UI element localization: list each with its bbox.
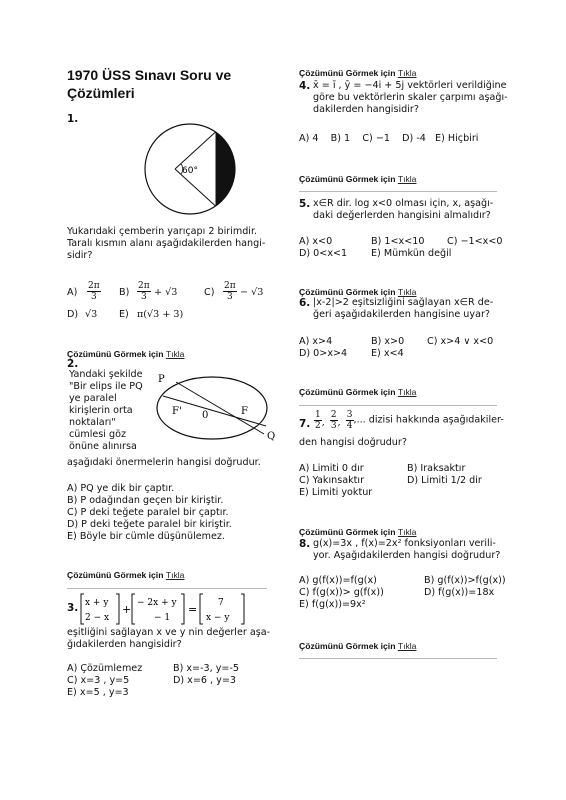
question-6-text: |x-2|>2 eşitsizliğini sağlayan x∈R de- ğeri aşağıdakilerden hangisine uyar? [313,297,494,320]
solution-link-2: Çözümünü Görmek için Tıkla [67,570,185,580]
question-2-text: aşağıdaki önermelerin hangisi doğrudur. [67,457,261,468]
seq-term-1: $\frac{1}{2}$ [315,410,321,431]
question-4-options: A) 4 B) 1 C) −1 D) -4 E) Hiçbiri [299,133,479,144]
seq-term-3: $\frac{3}{4}$ [346,410,353,431]
q1-opt-a-value: $\frac{2\pi}{3}$ [88,281,100,302]
divider [67,588,267,589]
solution-link[interactable]: Tıkla [397,527,417,537]
q3-option: B) x=-3, y=-5 [173,663,240,674]
solution-link[interactable]: Tıkla [397,68,417,78]
solution-link-1: Çözümünü Görmek için Tıkla [67,349,185,359]
solution-link-6: Çözümünü Görmek için Tıkla [299,387,417,397]
q8-option: E) f(g(x))=9x² [299,599,366,610]
question-6-number: 6. [299,297,311,309]
q3-option: C) x=3 , y=5 [67,675,130,686]
question-2-options [67,483,287,543]
question-7-text: den hangisi doğrudur? [299,437,407,448]
q1-opt-c-root: − √3 [240,287,264,298]
question-4-number: 4. [299,80,311,92]
divider [299,191,497,192]
seq-term-2: $\frac{2}{3}$ [330,410,337,431]
solution-link[interactable]: Tıkla [165,570,185,580]
q1-opt-e-value: π(√3 + 3) [137,309,184,320]
q7-text-inline: ,... dizisi hakkında aşağıdakiler- [353,414,504,426]
m3-top: 7 [218,598,224,608]
q2-option: C) P deki teğete paralel bir çaptır. [67,507,229,518]
q3-option: E) x=5 , y=3 [67,687,129,698]
q8-option: D) f(g(x))=18x [424,587,495,598]
q1-opt-b-label: B) [119,287,130,298]
solution-link[interactable]: Tıkla [397,287,417,297]
question-1-text: Yukarıdaki çemberin yarıçapı 2 birimdir. Taralı kısmın alanı aşağıdakilerden hangi- sidir? [67,226,266,261]
q8-option: B) g(f(x))>f(g(x)) [424,575,506,586]
m1-top: x + y [85,598,109,608]
page-title: 1970 ÜSS Sınavı Soru ve Çözümleri [67,67,232,101]
label-q: Q [267,431,276,442]
svg-text:+: + [122,603,132,616]
circle-diagram [143,118,239,218]
solution-link[interactable]: Tıkla [397,387,417,397]
q1-opt-b-root: + √3 [154,287,178,298]
solution-link[interactable]: Tıkla [165,349,185,359]
ellipse-diagram [148,368,278,444]
q1-opt-b-frac: $\frac{2\pi}{3}$ [138,281,150,302]
q2-option: A) PQ ye dik bir çaptır. [67,483,175,494]
q7-option: D) Limiti 1/2 dir [407,475,482,486]
solution-link-8: Çözümünü Görmek için Tıkla [299,641,417,651]
m3-bottom: x − y [206,613,230,623]
q5-option: D) 0<x<1 [299,248,348,259]
question-5-options [299,236,529,260]
question-1-number: 1. [67,113,79,125]
q6-option: D) 0>x>4 [299,348,348,359]
q2-option: E) Böyle bir cümle düşünülemez. [67,531,225,542]
label-p: P [158,374,165,385]
q8-option: A) g(f(x))=f(g(x) [299,575,377,586]
q1-opt-d-label: D) [67,309,79,320]
q1-opt-a-label: A) [67,287,78,298]
q1-opt-c-label: C) [204,287,215,298]
question-1-options [67,281,297,323]
q1-opt-c-frac: $\frac{2\pi}{3}$ [224,281,236,302]
solution-link[interactable]: Tıkla [397,174,417,184]
question-3-number: 3. [67,602,79,614]
solution-link-3: Çözümünü Görmek için Tıkla [299,68,417,78]
q6-option: B) x>0 [371,336,405,347]
question-3-options [67,663,287,699]
q6-option: A) x>4 [299,336,333,347]
solution-link-4: Çözümünü Görmek için Tıkla [299,174,417,184]
question-8-text: g(x)=3x , f(x)=2x² fonksiyonları verili- yor. Aşağıdakilerden hangisi doğrudur? [313,538,501,561]
q5-option: E) Mümkün değil [371,248,452,259]
m1-bottom: 2 − x [85,613,110,623]
label-f: F [241,406,248,417]
svg-text:=: = [188,603,198,616]
q3-option: D) x=6 , y=3 [173,675,236,686]
q7-option: A) Limiti 0 dır [299,463,364,474]
m2-bottom: − 1 [154,613,171,623]
solution-link-7: Çözümünü Görmek için Tıkla [299,527,417,537]
question-8-options [299,575,539,611]
q8-option: C) f(g(x))> g(f(x)) [299,587,384,598]
question-8-number: 8. [299,538,311,550]
question-3-text: eşitliğini sağlayan x ve y nin değerler aşa- ğıdakilerden hangisidir? [67,627,271,650]
q7-option: E) Limiti yoktur [299,487,373,498]
label-fprime: F' [172,406,182,417]
q2-option: D) P deki teğete paralel bir kiriştir. [67,519,232,530]
question-5-text: x∈R dir. log x<0 olması için, x, aşağı- daki değerlerden hangisini almalıdır? [313,198,494,221]
q5-option: C) −1<x<0 [447,236,503,247]
q1-opt-d-value: √3 [85,309,98,320]
question-7-sequence: $\frac{1}{2}$ , $\frac{2}{3}$ , $\frac{3}{4}$ ,... dizisi hakkında aşağıdakiler- [315,410,504,431]
question-5-number: 5. [299,198,311,210]
q5-option: B) 1<x<10 [371,236,425,247]
question-6-options [299,336,529,360]
solution-link-5: Çözümünü Görmek için Tıkla [299,287,417,297]
q7-option: C) Yakınsaktır [299,475,365,486]
question-4-text: x̄ = ī , ȳ = −4i + 5j vektörleri verildiğine göre bu vektörlerin skaler çarpımı aşağı- dakilerden hangisidir? [313,80,508,115]
divider [299,658,497,659]
divider [299,405,497,406]
q7-option: B) Iraksaktır [407,463,466,474]
q1-opt-e-label: E) [119,309,129,320]
q2-option: B) P odağından geçen bir kiriştir. [67,495,224,506]
solution-link[interactable]: Tıkla [397,641,417,651]
q6-option: E) x<4 [371,348,404,359]
question-7-options [299,463,529,499]
question-2-number: 2. [67,358,79,370]
q6-option: C) x>4 ∨ x<0 [427,336,494,347]
angle-label: 60° [182,166,198,176]
q5-option: A) x<0 [299,236,333,247]
m2-top: − 2x + y [137,598,177,608]
question-7-number: 7. [299,418,311,430]
matrix-equation [80,592,280,626]
q3-option: A) Çözümlemez [67,663,143,674]
label-zero: 0 [202,410,209,421]
question-2-side-text: Yandaki şekilde "Bir elips ile PQ ye paralel kirişlerin orta noktaları" cümlesi göz önüne alınırsa [69,369,143,452]
